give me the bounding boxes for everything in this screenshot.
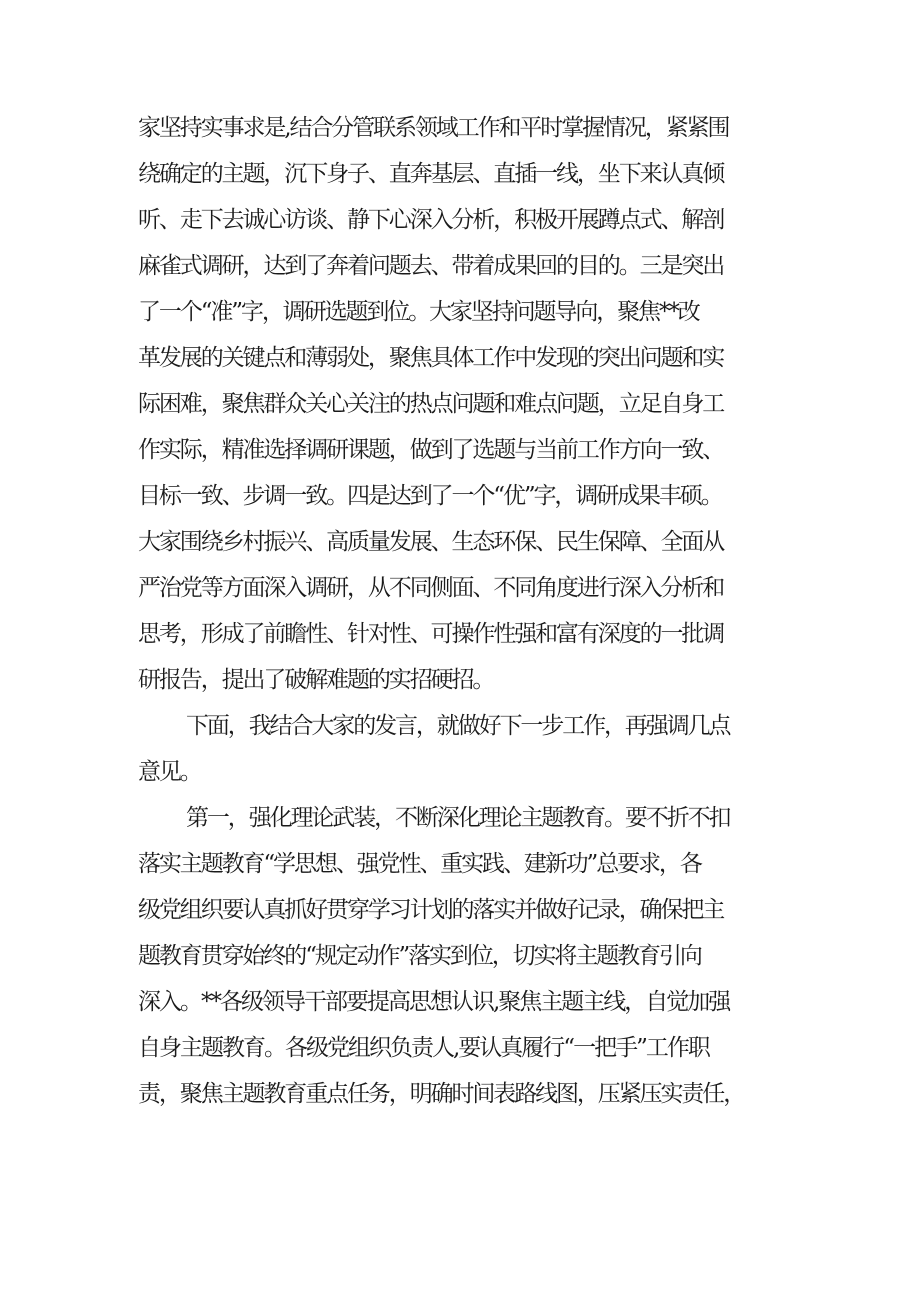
text-line: 级党组织要认真抓好贯穿学习计划的落实并做好记录，确保把主: [138, 897, 724, 923]
text-line: 家坚持实事求是,结合分管联系领域工作和平时掌握情况，紧紧围: [138, 115, 729, 141]
text-line: 革发展的关键点和薄弱处，聚焦具体工作中发现的突出问题和实: [138, 345, 724, 371]
text-line: 绕确定的主题，沉下身子、直奔基层、直插一线，坐下来认真倾: [138, 161, 724, 187]
text-line: 了一个“准”字，调研选题到位。大家坚持问题导向，聚焦**改: [138, 299, 699, 325]
text-line: 下面，我结合大家的发言，就做好下一步工作，再强调几点: [186, 713, 730, 739]
text-line: 深入。**各级领导干部要提高思想认识,聚焦主题主线，自觉加强: [138, 989, 730, 1015]
text-line: 麻雀式调研，达到了奔着问题去、带着成果回的目的。三是突出: [138, 253, 724, 279]
text-line: 自身主题教育。各级党组织负责人,要认真履行“一把手”工作职: [138, 1035, 709, 1061]
text-line: 意见。: [138, 759, 201, 785]
text-line: 严治党等方面深入调研，从不同侧面、不同角度进行深入分析和: [138, 575, 724, 601]
text-line: 题教育贯穿始终的“规定动作”落实到位，切实将主题教育引向: [138, 943, 701, 969]
text-line: 研报告，提出了破解难题的实招硬招。: [138, 667, 494, 693]
text-line: 作实际，精准选择调研课题，做到了选题与当前工作方向一致、: [138, 437, 724, 463]
text-line: 第一，强化理论武装，不断深化理论主题教育。要不折不扣: [186, 805, 730, 831]
text-line: 思考，形成了前瞻性、针对性、可操作性强和富有深度的一批调: [138, 621, 724, 647]
text-line: 责，聚焦主题教育重点任务，明确时间表路线图，压紧压实责任，: [138, 1081, 745, 1107]
text-line: 际困难，聚焦群众关心关注的热点问题和难点问题，立足自身工: [138, 391, 724, 417]
text-line: 目标一致、步调一致。四是达到了一个“优”字，调研成果丰硕。: [138, 483, 722, 509]
text-line: 听、走下去诚心访谈、静下心深入分析，积极开展蹲点式、解剖: [138, 207, 724, 233]
text-line: 大家围绕乡村振兴、高质量发展、生态环保、民生保障、全面从: [138, 529, 724, 555]
text-line: 落实主题教育“学思想、强党性、重实践、建新功”总要求，各: [138, 851, 701, 877]
